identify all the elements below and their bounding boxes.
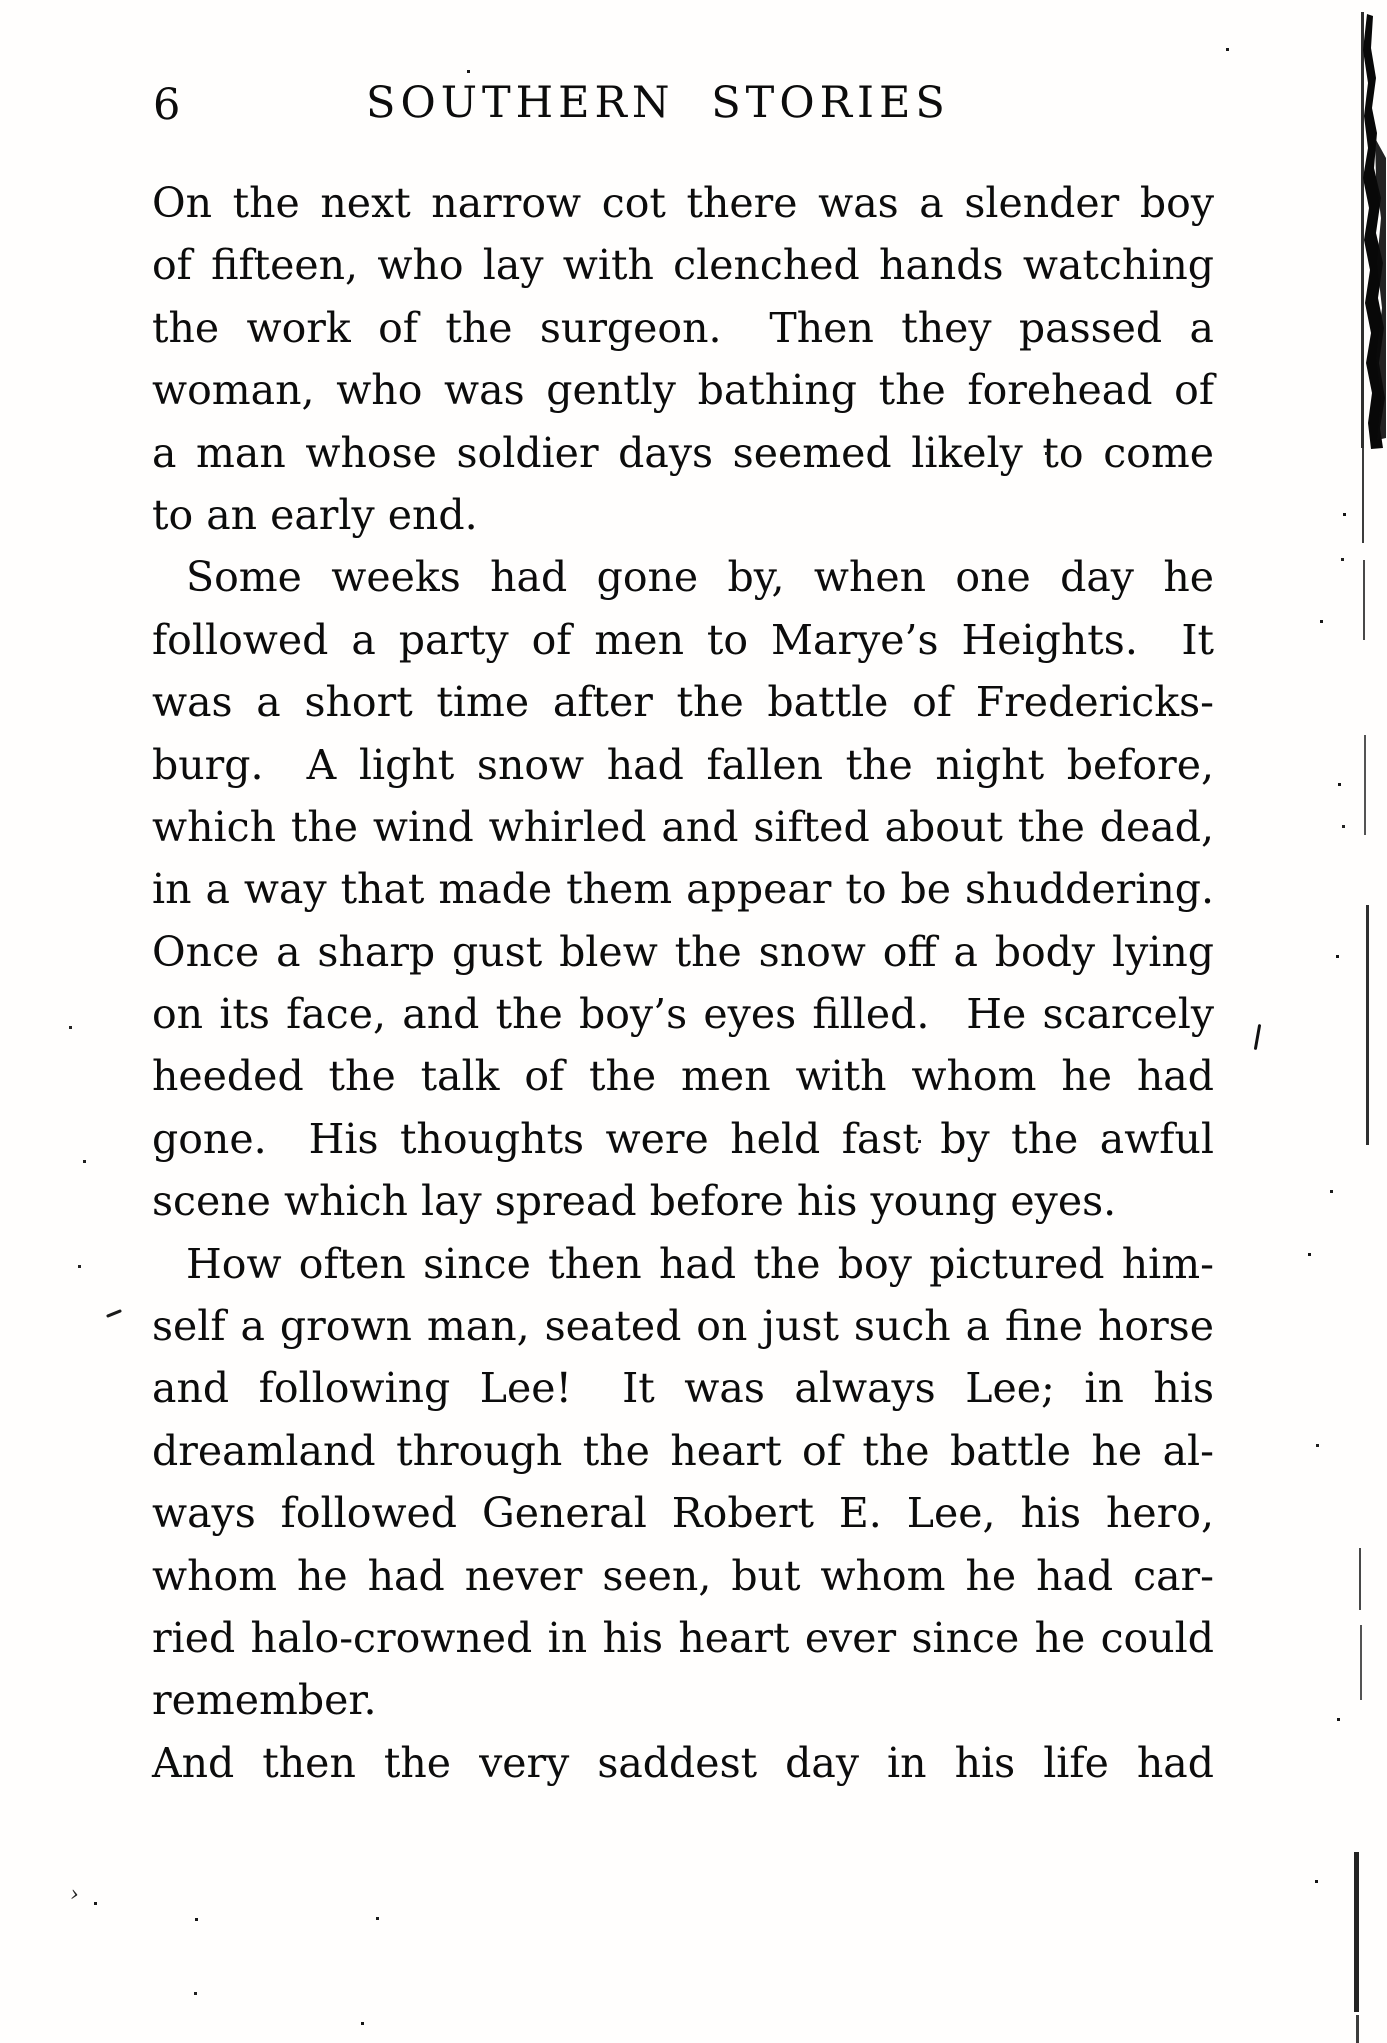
text-line: How often since then had the boy pictured him- bbox=[186, 1239, 1214, 1288]
text-line: followed a party of men to Marye’s Heights. It bbox=[152, 615, 1214, 664]
ink-dash-mark bbox=[106, 1309, 122, 1318]
scan-line-artifact bbox=[1362, 448, 1364, 543]
text-line: woman, who was gently bathing the forehead of bbox=[152, 366, 1214, 415]
scan-line-artifact bbox=[1359, 1548, 1361, 1610]
scan-line-artifact bbox=[1366, 905, 1369, 1145]
running-title: SOUTHERN STORIES bbox=[366, 78, 950, 128]
scan-line-artifact bbox=[1356, 2015, 1359, 2043]
text-line: scene which lay spread before his young eyes. bbox=[152, 1177, 1117, 1226]
text-line: on its face, and the boy’s eyes filled. He scarcely bbox=[152, 990, 1214, 1039]
text-line: Some weeks had gone by, when one day he bbox=[186, 553, 1214, 602]
text-line: heeded the talk of the men with whom he had bbox=[152, 1052, 1214, 1101]
text-line: in a way that made them appear to be shuddering. bbox=[152, 865, 1214, 914]
scan-line-artifact bbox=[1360, 1625, 1362, 1700]
page-number: 6 bbox=[153, 80, 181, 130]
text-line: the work of the surgeon. Then they passed a bbox=[152, 303, 1214, 352]
text-line: was a short time after the battle of Fredericks- bbox=[152, 678, 1214, 727]
text-line: a man whose soldier days seemed likely to come bbox=[152, 428, 1214, 477]
scan-line-artifact bbox=[1354, 1852, 1359, 2012]
text-line: which the wind whirled and sifted about the dead, bbox=[152, 802, 1214, 851]
binding-ink-streak bbox=[1350, 8, 1387, 453]
ink-specks bbox=[0, 0, 3, 3]
scan-line-artifact bbox=[1363, 560, 1365, 640]
scan-line-artifact bbox=[1364, 735, 1366, 835]
text-line: to an early end. bbox=[152, 490, 478, 539]
text-line: remember. bbox=[152, 1676, 377, 1725]
ink-tick-mark: › bbox=[68, 1881, 81, 1908]
text-line: ried halo-crowned in his heart ever since he could bbox=[152, 1613, 1214, 1662]
body-text bbox=[152, 172, 1214, 1794]
text-line: self a grown man, seated on just such a fine horse bbox=[152, 1302, 1214, 1351]
text-line: dreamland through the heart of the battle he al- bbox=[152, 1426, 1214, 1475]
text-line: On the next narrow cot there was a slender boy bbox=[152, 179, 1214, 227]
text-line: and following Lee! It was always Lee; in his bbox=[152, 1364, 1214, 1413]
text-line: whom he had never seen, but whom he had car- bbox=[152, 1551, 1214, 1600]
text-line: Once a sharp gust blew the snow off a body lying bbox=[152, 927, 1214, 976]
text-line: burg. A light snow had fallen the night before, bbox=[152, 740, 1214, 789]
text-line: gone. His thoughts were held fast by the awful bbox=[152, 1114, 1214, 1163]
text-line: And then the very saddest day in his life had bbox=[152, 1738, 1214, 1787]
text-line: ways followed General Robert E. Lee, his hero, bbox=[152, 1489, 1214, 1538]
ink-slash-mark bbox=[1254, 1024, 1261, 1050]
text-line: of fifteen, who lay with clenched hands watching bbox=[152, 241, 1214, 290]
